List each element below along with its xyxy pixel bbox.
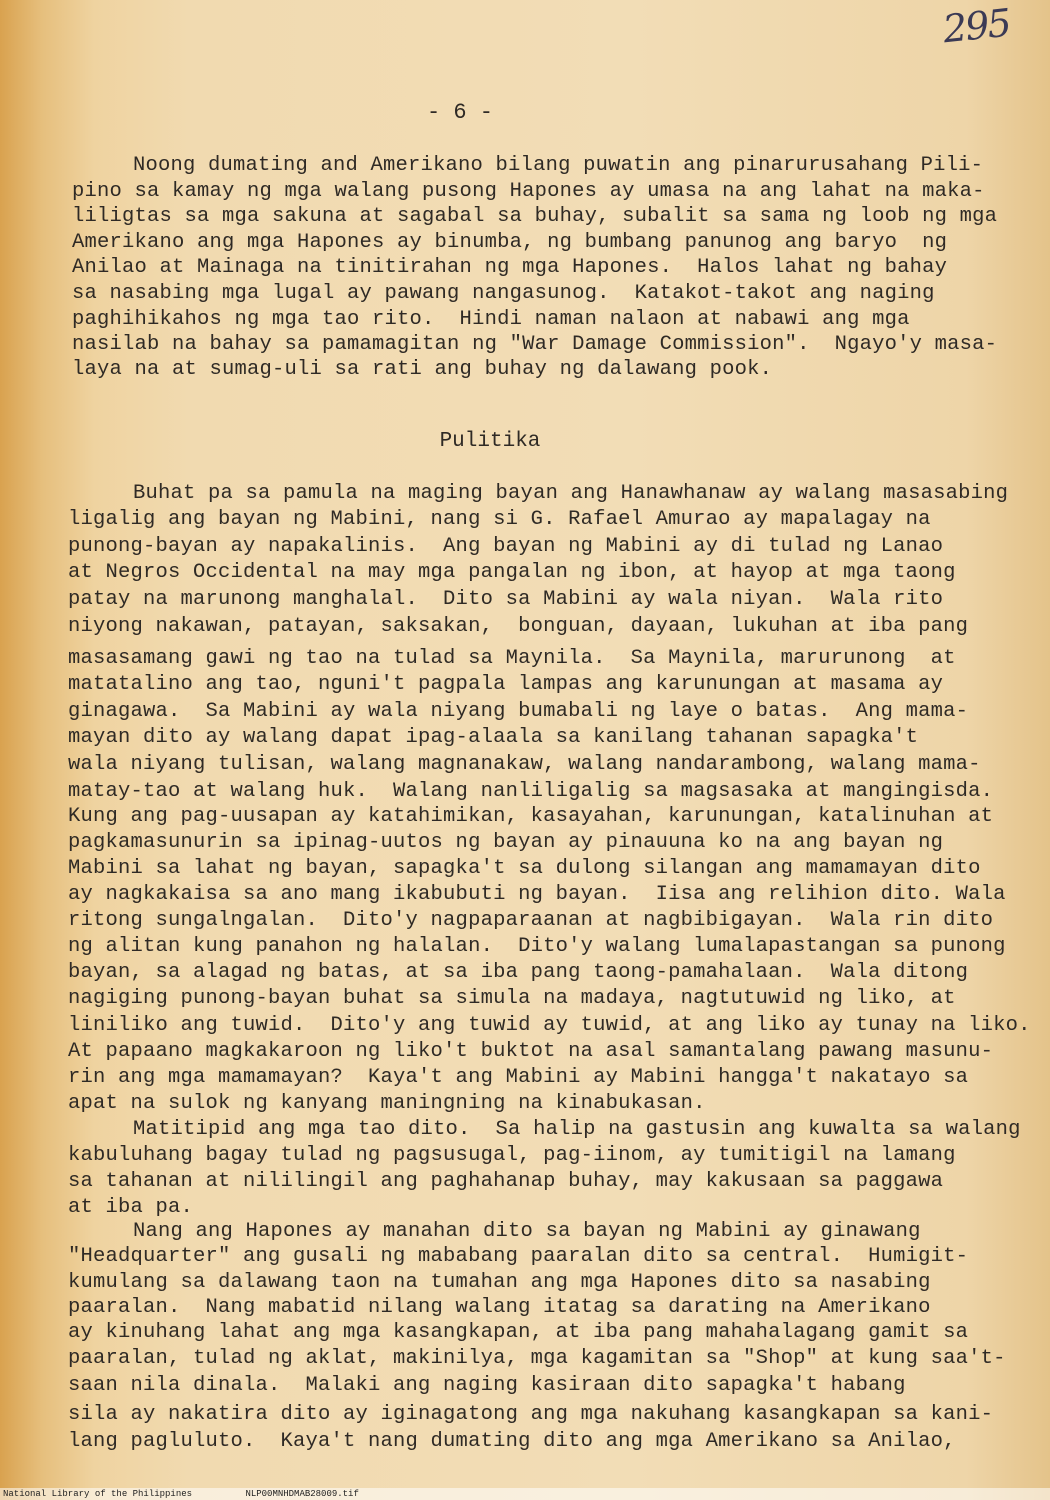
text-line: paghihikahos ng mga tao rito. Hindi naman nalaon at nabawi ang mga [72, 308, 910, 331]
text-line: masasamang gawi ng tao na tulad sa Maynila. Sa Maynila, marurunong at [68, 647, 956, 670]
footer-file-id: NLP00MNHDMAB28009.tif [245, 1489, 359, 1499]
text-line: pino sa kamay ng mga walang pusong Hapones ay umasa na ang lahat na maka- [72, 180, 985, 203]
text-line: At papaano magkakaroon ng liko't buktot na asal samantalang pawang masunu- [68, 1040, 994, 1063]
text-line: sila ay nakatira dito ay iginagatong ang mga nakuhang kasangkapan sa kani- [68, 1403, 994, 1426]
text-line: matatalino ang tao, nguni't pagpala lampas ang karunungan at masama ay [68, 673, 944, 696]
text-line: apat na sulok ng kanyang maningning na kinabukasan. [68, 1092, 706, 1115]
page-number: - 6 - [426, 100, 493, 125]
text-line: at Negros Occidental na may mga pangalan ng ibon, at hayop at mga taong [68, 561, 956, 584]
text-line: lang pagluluto. Kaya't nang dumating dito ang mga Amerikano sa Anilao, [68, 1430, 956, 1453]
scan-footer [0, 1488, 1050, 1500]
text-line: liligtas sa mga sakuna at sagabal sa buhay, subalit sa sama ng loob ng mga [72, 205, 998, 228]
text-line: matay-tao at walang huk. Walang nanliligalig sa magsasaka at mangingisda. [68, 780, 994, 803]
text-line: paaralan, tulad ng aklat, makinilya, mga kagamitan sa "Shop" at kung saa't- [68, 1347, 1006, 1370]
text-line: Kung ang pag-uusapan ay katahimikan, kasayahan, karunungan, katalinuhan at [68, 805, 994, 828]
text-line: Buhat pa sa pamula na maging bayan ang Hanawhanaw ay walang masasabing [133, 482, 1009, 505]
text-line: nagiging punong-bayan buhat sa simula na madaya, nagtutuwid ng liko, at [68, 987, 956, 1010]
text-line: ginagawa. Sa Mabini ay wala niyang bumabali ng laye o batas. Ang mama- [68, 700, 969, 723]
text-line: patay na marunong manghalal. Dito sa Mabini ay wala niyan. Wala rito [68, 588, 944, 611]
text-line: kabuluhang bagay tulad ng pagsusugal, pag-iinom, ay tumitigil na lamang [68, 1144, 956, 1167]
section-heading: Pulitika [439, 430, 541, 453]
text-line: mayan dito ay walang dapat ipag-alaala sa kanilang tahanan sapagka't [68, 726, 919, 749]
text-line: ritong sungalngalan. Dito'y nagpaparaanan at nagbibigayan. Wala rin dito [68, 909, 994, 932]
handwritten-page-number: 295 [941, 0, 1013, 52]
text-line: paaralan. Nang mabatid nilang walang itatag sa darating na Amerikano [68, 1296, 931, 1319]
text-line: Matitipid ang mga tao dito. Sa halip na gastusin ang kuwalta sa walang [133, 1118, 1021, 1141]
text-line: wala niyang tulisan, walang magnanakaw, walang nandarambong, walang mama- [68, 753, 981, 776]
text-line: bayan, sa alagad ng batas, at sa iba pang taong-pamahalaan. Wala ditong [68, 961, 969, 984]
text-line: Anilao at Mainaga na tinitirahan ng mga Hapones. Halos lahat ng bahay [72, 256, 948, 279]
text-line: pagkamasunurin sa ipinag-uutos ng bayan ay pinauuna ko na ang bayan ng [68, 831, 944, 854]
text-line: niyong nakawan, patayan, saksakan, bonguan, dayaan, lukuhan at iba pang [68, 615, 969, 638]
text-line: laya na at sumag-uli sa rati ang buhay ng dalawang pook. [72, 358, 773, 381]
text-line: sa tahanan at nililingil ang paghahanap buhay, may kakusaan sa paggawa [68, 1170, 944, 1193]
text-line: kumulang sa dalawang taon na tumahan ang mga Hapones dito sa nasabing [68, 1271, 931, 1294]
text-line: punong-bayan ay napakalinis. Ang bayan ng Mabini ay di tulad ng Lanao [68, 535, 944, 558]
text-line: at iba pa. [68, 1196, 194, 1219]
text-line: sa nasabing mga lugal ay pawang nangasunog. Katakot-takot ang naging [72, 282, 935, 305]
text-line: Noong dumating and Amerikano bilang puwatin ang pinarurusahang Pili- [133, 154, 984, 177]
text-line: ligalig ang bayan ng Mabini, nang si G. Rafael Amurao ay mapalagay na [68, 508, 931, 531]
footer-institution: National Library of the Philippines [3, 1489, 193, 1499]
text-line: Amerikano ang mga Hapones ay binumba, ng bumbang panunog ang baryo ng [72, 231, 948, 254]
text-line: saan nila dinala. Malaki ang naging kasiraan dito sapagka't habang [68, 1374, 906, 1397]
text-line: nasilab na bahay sa pamamagitan ng "War Damage Commission". Ngayo'y masa- [72, 333, 998, 356]
text-line: "Headquarter" ang gusali ng mababang paaralan dito sa central. Humigit- [68, 1245, 969, 1268]
text-line: ay nagkakaisa sa ano mang ikabubuti ng bayan. Iisa ang relihion dito. Wala [68, 883, 1006, 906]
text-line: ay kinuhang lahat ang mga kasangkapan, at iba pang mahahalagang gamit sa [68, 1321, 969, 1344]
text-line: rin ang mga mamamayan? Kaya't ang Mabini ay Mabini hangga't nakatayo sa [68, 1066, 969, 1089]
text-line: ng alitan kung panahon ng halalan. Dito'y walang lumalapastangan sa punong [68, 935, 1006, 958]
text-line: Nang ang Hapones ay manahan dito sa bayan ng Mabini ay ginawang [133, 1220, 921, 1243]
text-line: Mabini sa lahat ng bayan, sapagka't sa dulong silangan ang mamamayan dito [68, 857, 981, 880]
text-line: liniliko ang tuwid. Dito'y ang tuwid ay tuwid, at ang liko ay tunay na liko. [68, 1014, 1031, 1037]
